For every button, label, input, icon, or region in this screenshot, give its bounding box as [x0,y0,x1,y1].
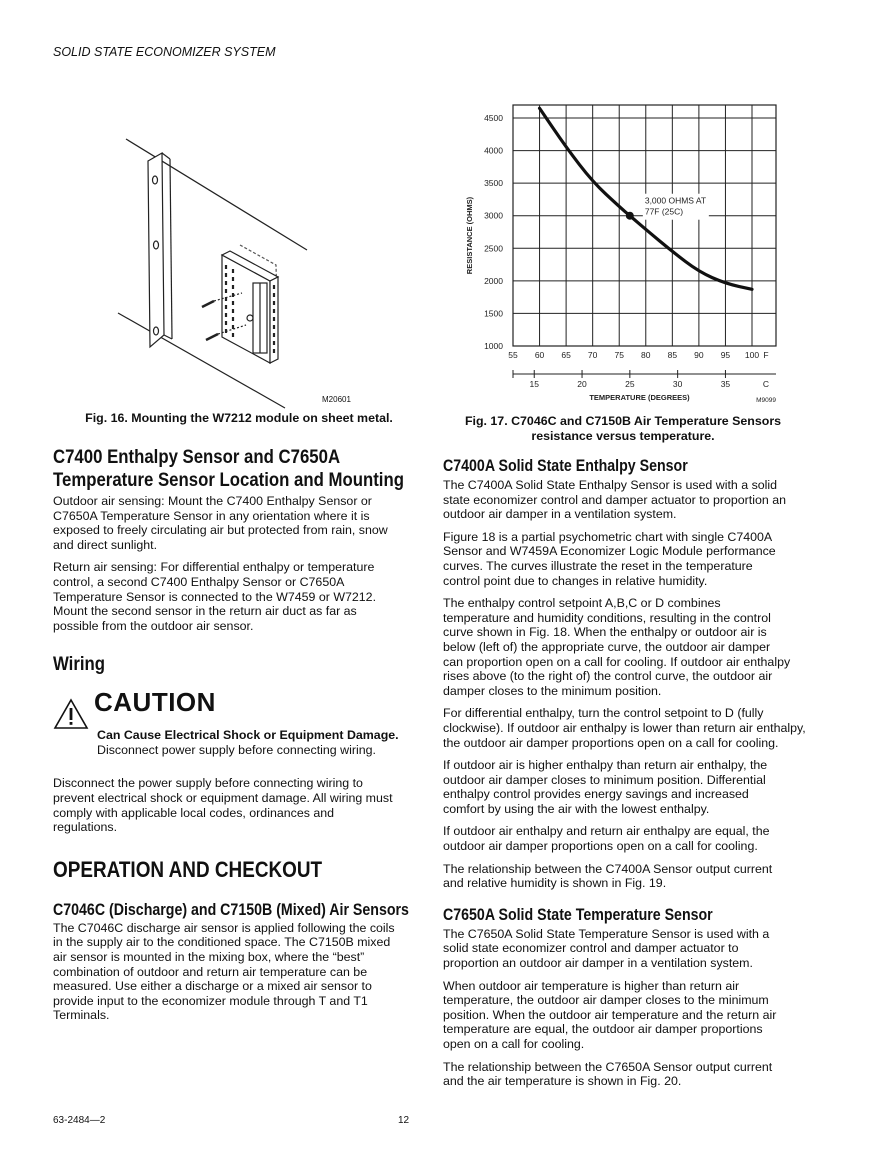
line: temperature, the outdoor air damper closes to the minimum [443,993,769,1008]
line: When outdoor air temperature is higher than return air [443,978,740,993]
doc-number: 63-2484—2 [53,1115,106,1126]
fig16-caption: Fig. 16. Mounting the W7212 module on sheet metal. [85,411,393,425]
heading-enthalpy-location [53,446,404,492]
line: and the air temperature is shown in Fig. 20. [443,1074,682,1089]
line: Figure 18 is a partial psychometric chart with single C7400A [443,529,773,544]
line: Outdoor air sensing: Mount the C7400 Enthalpy Sensor or [53,494,372,508]
y-tick-label: 1500 [484,308,503,319]
fig17-caption [443,414,803,443]
left-column [53,446,423,1031]
line: For differential enthalpy, turn the control setpoint to D (fully [443,706,764,721]
line: The C7046C discharge air sensor is applied following the coils [53,920,395,935]
line: below (left of) the appropriate curve, the outdoor air damper [443,639,771,654]
right-column [443,456,823,1097]
y-axis-label: RESISTANCE (OHMS) [465,196,474,275]
line: air sensor is mounted in the mixing box, where the “best” [53,949,365,964]
y-tick-label: 3000 [484,210,503,221]
fig16-illustration [110,125,370,410]
annotation-line2: 77F (25C) [644,206,684,217]
heading-operation: OPERATION AND CHECKOUT [53,856,323,882]
line: comfort by using the air with the lowest enthalpy. [443,801,710,816]
line: Terminals. [53,1008,110,1023]
y-tick-label: 4000 [484,145,503,156]
line: The C7650A Solid State Temperature Sensor is used with a [443,926,770,941]
line: Return air sensing: For differential enthalpy or temperature [53,560,375,575]
annotation-line1: 3,000 OHMS AT [644,195,707,206]
line: and relative humidity is shown in Fig. 19. [443,876,667,891]
y-tick-label: 2000 [484,275,503,286]
heading-wiring: Wiring [53,653,106,676]
y-tick-label: 2500 [484,243,503,254]
line: regulations. [53,820,118,835]
line: open on a call for cooling. [443,1037,585,1051]
paragraph [443,927,823,971]
page-number: 12 [398,1115,410,1126]
line: enthalpy control provides energy savings and increased [443,787,749,802]
line: prevent electrical shock or equipment damage. All wiring must [53,790,393,805]
line: curves. The curves illustrate the reset in the temperature [443,558,753,573]
line: proportion an outdoor air damper in a ventilation system. [443,956,753,971]
y-tick-label: 4500 [484,113,503,123]
x-tick-label: 90 [694,350,704,360]
line: outdoor air damper closes to minimum position. Differential [443,772,766,787]
x-tick-label: 70 [587,350,598,360]
paragraph [443,530,823,588]
line: Disconnect the power supply before connecting wiring to [53,776,363,791]
line: state economizer control and damper actuator to proportion an [443,492,787,507]
heading-enthalpy-line2: Temperature Sensor Location and Mounting [53,469,404,491]
fig17-code: M9099 [756,397,776,404]
line: possible from the outdoor air sensor. [53,618,254,633]
line: temperature and humidity conditions, resulting in the control [443,610,771,625]
line: measured. Use either a discharge or a mixed air sensor to [53,979,372,994]
c7650a-paragraphs [443,927,823,1089]
line: control, a second C7400 Enthalpy Sensor or C7650A [53,574,345,589]
heading-c7400a: C7400A Solid State Enthalpy Sensor [443,457,688,475]
line: clockwise). If outdoor air enthalpy is lower than return air enthalpy, [443,720,806,735]
x-tick-label: 80 [641,350,651,360]
caution-block [53,687,423,760]
line: outdoor air damper in a ventilation system. [443,507,677,522]
c7400a-paragraphs [443,478,823,891]
line: can proportion open on a call for cooling. If outdoor air enthalpy [443,654,791,669]
line: the outdoor air damper proportions open on a call for cooling. [443,735,779,750]
para-return-sensing [53,560,423,633]
marked-point [626,212,634,220]
x-tick-label: 95 [720,350,731,360]
paragraph [443,979,823,1052]
line: Sensor and W7459A Economizer Logic Module performance [443,544,776,559]
para-outdoor-sensing [53,494,423,552]
caution-bold: Can Cause Electrical Shock or Equipment Damage. [97,728,399,743]
line: C7650A Temperature Sensor in any orientation where it is [53,508,370,523]
x-tick-label: 100 [744,350,760,360]
x-tick-label: 60 [534,350,545,360]
fig16-code: M20601 [322,395,351,404]
y-tick-label: 1000 [484,341,503,351]
plot-frame [513,105,776,346]
line: temperature are equal, the outdoor air damper proportions [443,1022,763,1037]
celsius-tick-label: 30 [672,379,683,389]
celsius-tick-label: 20 [577,379,587,389]
line: solid state economizer control and damper actuator to [443,941,739,956]
paragraph [443,596,823,698]
celsius-unit-label: C [762,379,770,389]
x-tick-label: 55 [508,350,518,360]
running-header: SOLID STATE ECONOMIZER SYSTEM [53,45,276,59]
paragraph [443,478,823,522]
heading-air-sensors: C7046C (Discharge) and C7150B (Mixed) Air Sensors [53,900,409,919]
line: in the supply air to the conditioned space. The C7150B mixed [53,935,391,950]
celsius-tick-label: 35 [720,379,731,389]
line: and direct sunlight. [53,537,158,552]
paragraph [443,1060,823,1089]
line: rises above (to the right of) the control curve, the outdoor air [443,669,773,684]
line: outdoor air damper proportions open on a call for cooling. [443,839,758,854]
line: comply with applicable local codes, ordinances and [53,805,335,820]
line: Temperature Sensor is connected to the W7459 or W7212. [53,589,377,604]
x-unit-label: F [763,350,769,360]
x-tick-label: 65 [561,350,571,360]
heading-c7650a: C7650A Solid State Temperature Sensor [443,905,713,924]
line: If outdoor air is higher enthalpy than return air enthalpy, the [443,758,768,773]
celsius-tick-label: 15 [529,379,539,389]
line: curve shown in Fig. 18. When the enthalpy or outdoor air is [443,625,767,640]
line: The relationship between the C7400A Sensor output current [443,861,773,876]
warning-triangle-icon [53,698,89,730]
para-disconnect [53,776,423,834]
caution-text: Disconnect power supply before connecting wiring. [97,743,376,758]
line: exposed to freely circulating air but protected from rain, snow [53,523,388,538]
celsius-tick-label: 25 [625,379,635,389]
x-tick-label: 75 [614,350,624,360]
paragraph [443,758,823,816]
line: position. When the outdoor air temperature and the return air [443,1007,777,1022]
line: control point due to changes in relative humidity. [443,573,708,588]
line: Mount the second sensor in the return air duct as far as [53,604,357,619]
x-axis-label: TEMPERATURE (DEGREES) [589,393,690,402]
paragraph [443,824,823,853]
line: The C7400A Solid State Enthalpy Sensor is used with a solid [443,478,778,492]
line: If outdoor air enthalpy and return air enthalpy are equal, the [443,824,770,839]
fig17-caption-line2: resistance versus temperature. [531,428,715,443]
x-tick-label: 85 [667,350,678,360]
y-tick-label: 3500 [484,178,503,189]
fig17-caption-line1: Fig. 17. C7046C and C7150B Air Temperature Sensors [464,414,782,428]
line: The enthalpy control setpoint A,B,C or D combines [443,596,721,611]
caution-heading: CAUTION [94,687,216,718]
line: combination of outdoor and return air temperature can be [53,964,368,979]
line: provide input to the economizer module through T and T1 [53,993,368,1008]
line: damper closes to the minimum position. [443,683,662,698]
fig17-chart [460,100,790,408]
heading-enthalpy-line1: C7400 Enthalpy Sensor and C7650A [53,446,341,468]
paragraph [443,862,823,891]
paragraph [443,706,823,750]
para-air-sensors [53,921,423,1023]
line: The relationship between the C7650A Sensor output current [443,1059,773,1074]
